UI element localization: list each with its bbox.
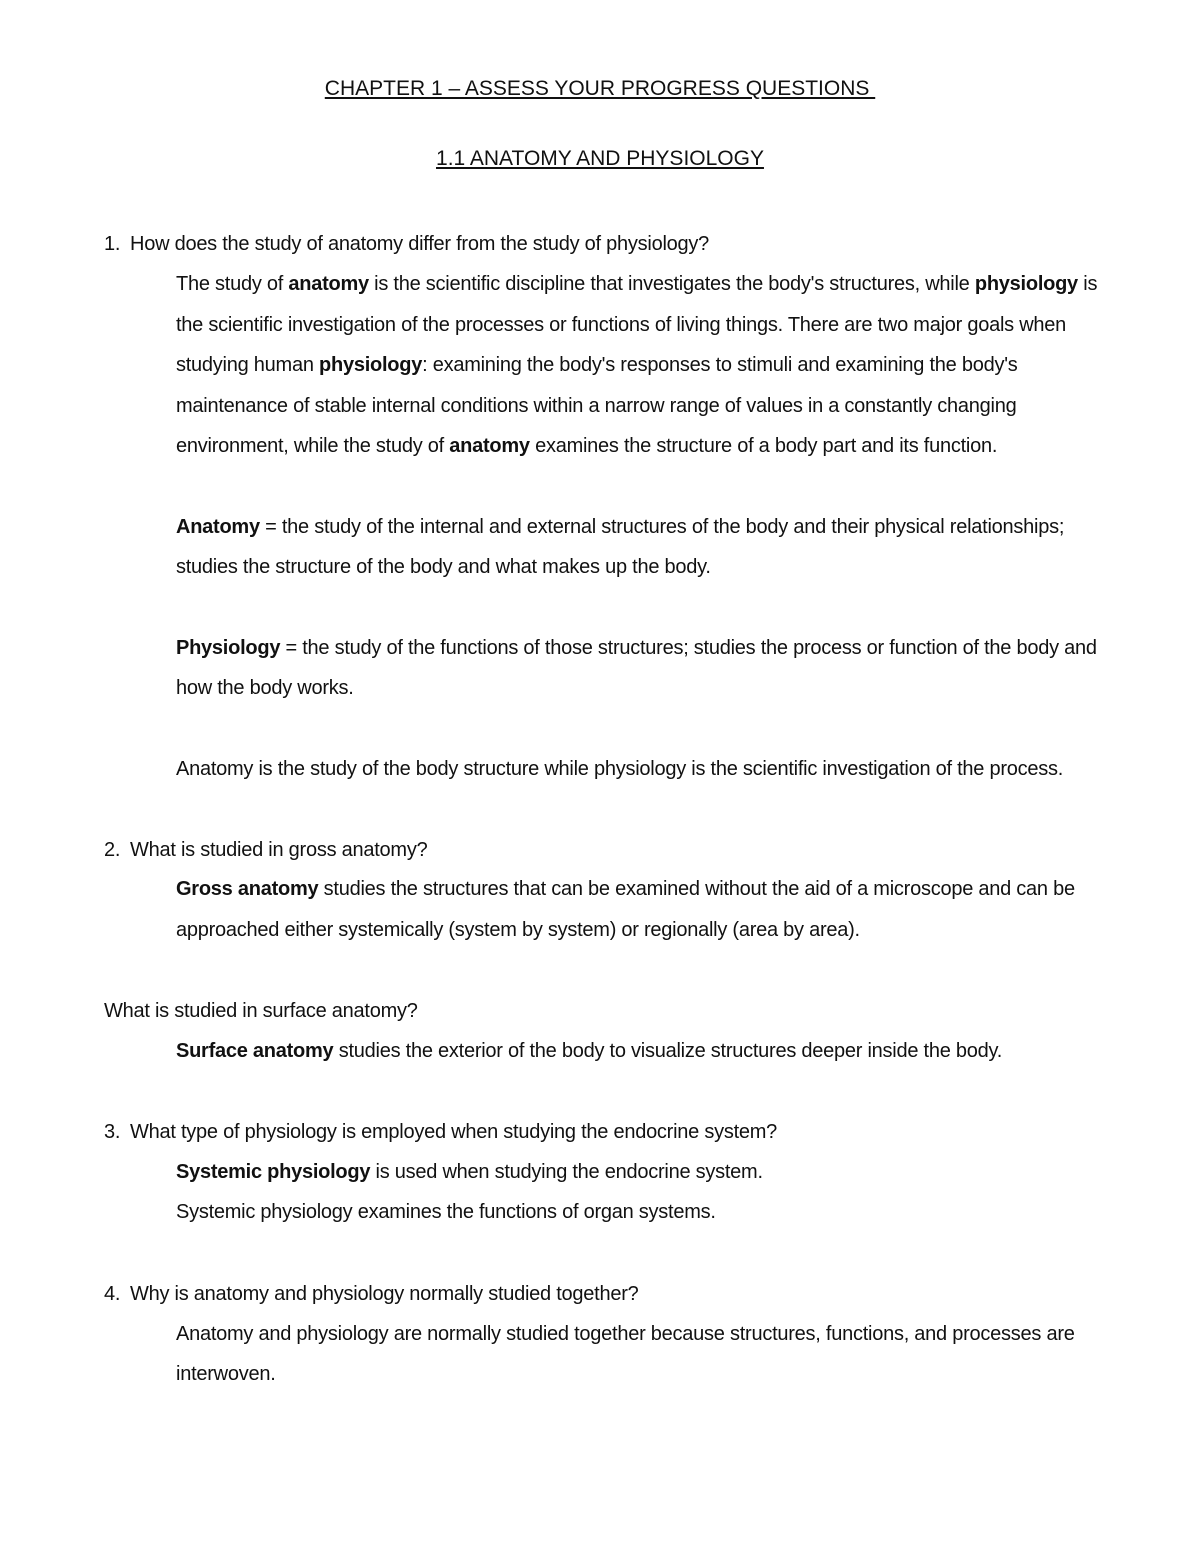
- answer-2-line-1: Gross anatomy studies the structures that can be examined without the aid of a microscope and can be: [176, 878, 1075, 900]
- answer-1-line-2: the scientific investigation of the processes or functions of living things. There are two major goals when: [176, 314, 1067, 336]
- question-number: 2.: [104, 839, 121, 861]
- answer-4-line-1: Anatomy and physiology are normally studied together because structures, functions, and processes are: [176, 1323, 1075, 1345]
- term-anatomy: Anatomy: [176, 516, 260, 538]
- question-number: 3.: [104, 1121, 121, 1143]
- sub-answer: Surface anatomy studies the exterior of the body to visualize structures deeper inside the body.: [176, 1040, 1003, 1062]
- question-1: [104, 231, 709, 257]
- question-4: [104, 1281, 639, 1307]
- answer-1-line-5: environment, while the study of anatomy examines the structure of a body part and its function.: [176, 435, 998, 457]
- question-3: [104, 1119, 777, 1145]
- answer-2-line-2: approached either systemically (system by system) or regionally (area by area).: [176, 919, 860, 941]
- answer-1-line-3: studying human physiology: examining the body's responses to stimuli and examining the body's: [176, 354, 1018, 376]
- term-systemic-physiology: Systemic physiology: [176, 1161, 371, 1183]
- chapter-title: CHAPTER 1 – ASSESS YOUR PROGRESS QUESTIONS: [324, 77, 876, 100]
- answer-3-line-2: Systemic physiology examines the functions of organ systems.: [176, 1201, 716, 1223]
- question-number: 1.: [104, 233, 121, 255]
- summary-line: Anatomy is the study of the body structure while physiology is the scientific investigation of the process.: [176, 758, 1064, 780]
- question-text: Why is anatomy and physiology normally studied together?: [130, 1283, 639, 1305]
- answer-1-line-4: maintenance of stable internal conditions within a narrow range of values in a constantly changing: [176, 395, 1017, 417]
- answer-4-line-2: interwoven.: [176, 1363, 276, 1385]
- anatomy-definition: Anatomy = the study of the internal and external structures of the body and their physical relationships;: [176, 516, 1065, 538]
- term-gross-anatomy: Gross anatomy: [176, 878, 319, 900]
- answer-1-line-1: The study of anatomy is the scientific discipline that investigates the body's structures, while physiology is: [176, 273, 1098, 295]
- section-title: 1.1 ANATOMY AND PHYSIOLOGY: [436, 147, 764, 170]
- term-anatomy: anatomy: [288, 273, 369, 295]
- question-text: What type of physiology is employed when studying the endocrine system?: [130, 1121, 778, 1143]
- question-text: What is studied in gross anatomy?: [130, 839, 428, 861]
- physiology-definition-line-2: how the body works.: [176, 677, 354, 699]
- anatomy-definition-line-2: studies the structure of the body and what makes up the body.: [176, 556, 711, 578]
- question-number: 4.: [104, 1283, 121, 1305]
- term-physiology: Physiology: [176, 637, 281, 659]
- term-anatomy: anatomy: [449, 435, 530, 457]
- sub-question: What is studied in surface anatomy?: [104, 1000, 418, 1022]
- term-surface-anatomy: Surface anatomy: [176, 1040, 334, 1062]
- term-physiology: physiology: [319, 354, 423, 376]
- term-physiology: physiology: [974, 273, 1078, 295]
- question-text: How does the study of anatomy differ from the study of physiology?: [130, 233, 710, 255]
- physiology-definition: Physiology = the study of the functions of those structures; studies the process or function of the body and: [176, 637, 1097, 659]
- question-2: [104, 837, 427, 863]
- answer-3-line-1: Systemic physiology is used when studying the endocrine system.: [176, 1161, 763, 1183]
